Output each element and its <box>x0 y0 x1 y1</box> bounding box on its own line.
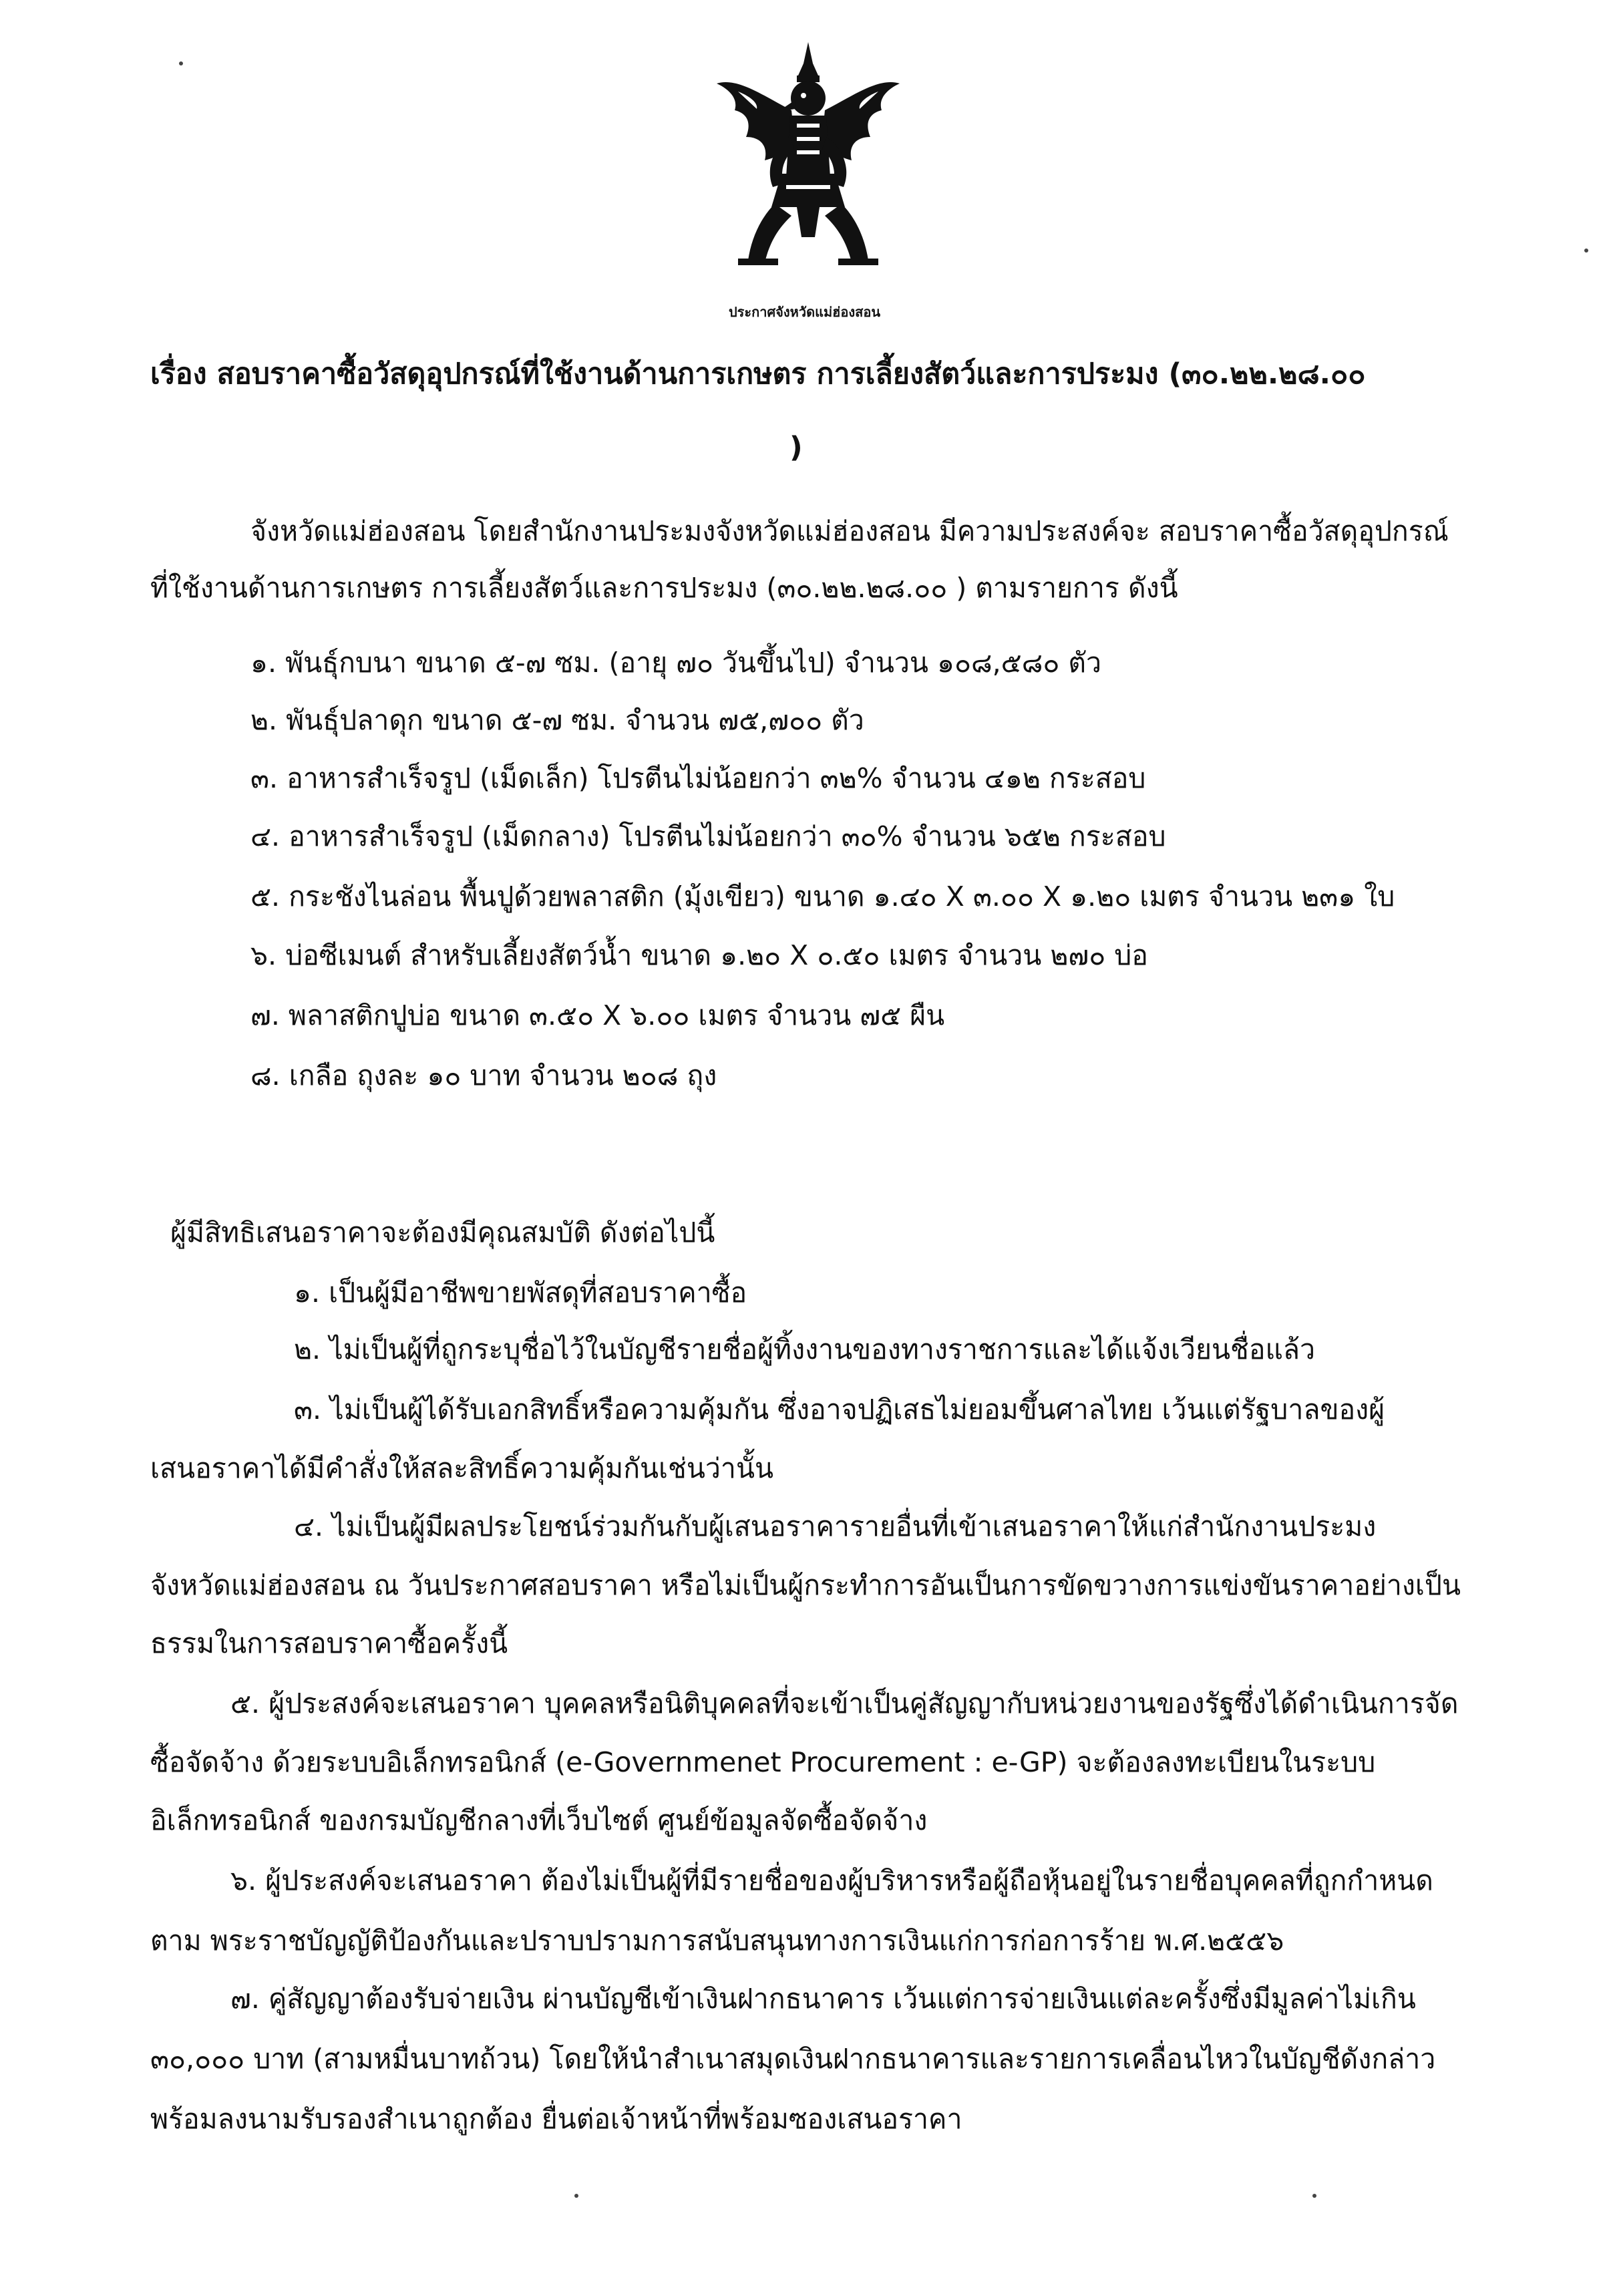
intro-line-2: ที่ใช้งานด้านการเกษตร การเลี้ยงสัตว์และการประมง (๓๐.๒๒.๒๘.๐๐ ) ตามรายการ ดังนี้ <box>150 572 1178 604</box>
qualification-line: ๖. ผู้ประสงค์จะเสนอราคา ต้องไม่เป็นผู้ที่มีรายชื่อของผู้บริหารหรือผู้ถือหุ้นอยู่ในรายชื่อบุคคลที่ถูกกำหนด <box>230 1864 1433 1897</box>
scan-speck <box>1584 249 1588 253</box>
qualification-line: ๕. ผู้ประสงค์จะเสนอราคา บุคคลหรือนิติบุคคลที่จะเข้าเป็นคู่สัญญากับหน่วยงานของรัฐซึ่งได้ดำเนินการจัด <box>230 1687 1459 1719</box>
qualification-line: ตาม พระราชบัญญัติป้องกันและปราบปรามการสนับสนุนทางการเงินแก่การก่อการร้าย พ.ศ.๒๕๕๖ <box>150 1925 1284 1957</box>
qualification-line: ๓. ไม่เป็นผู้ได้รับเอกสิทธิ์หรือความคุ้มกัน ซึ่งอาจปฏิเสธไม่ยอมขึ้นศาลไทย เว้นแต่รัฐบาลของผู้ <box>294 1393 1385 1426</box>
qualification-line: จังหวัดแม่ฮ่องสอน ณ วันประกาศสอบราคา หรือไม่เป็นผู้กระทำการอันเป็นการขัดขวางการแข่งขันราคาอย่างเป็น <box>150 1569 1461 1601</box>
scan-speck <box>179 61 183 65</box>
list-item: ๔. อาหารสำเร็จรูป (เม็ดกลาง) โปรตีนไม่น้อยกว่า ๓๐% จำนวน ๖๕๒ กระสอบ <box>250 820 1166 852</box>
list-item: ๕. กระชังไนล่อน พื้นปูด้วยพลาสติก (มุ้งเขียว) ขนาด ๑.๔๐ X ๓.๐๐ X ๑.๒๐ เมตร จำนวน ๒๓๑ ใบ <box>250 880 1395 913</box>
list-item: ๖. บ่อซีเมนต์ สำหรับเลี้ยงสัตว์น้ำ ขนาด ๑.๒๐ X ๐.๕๐ เมตร จำนวน ๒๗๐ บ่อ <box>250 939 1148 971</box>
qualification-line: เสนอราคาได้มีคำสั่งให้สละสิทธิ์ความคุ้มกันเช่นว่านั้น <box>150 1452 774 1484</box>
list-item: ๒. พันธุ์ปลาดุก ขนาด ๕-๗ ซม. จำนวน ๗๕,๗๐๐ ตัว <box>250 704 864 736</box>
document-subject: เรื่อง สอบราคาซื้อวัสดุอุปกรณ์ที่ใช้งานด้านการเกษตร การเลี้ยงสัตว์และการประมง (๓๐.๒๒.๒๘.๐๐ <box>150 357 1366 391</box>
list-item: ๑. พันธุ์กบนา ขนาด ๕-๗ ซม. (อายุ ๗๐ วันขึ้นไป) จำนวน ๑๐๘,๕๘๐ ตัว <box>250 647 1102 679</box>
document-subject-closing: ) <box>789 431 803 464</box>
garuda-emblem-icon <box>711 37 905 271</box>
qualification-line: ๑. เป็นผู้มีอาชีพขายพัสดุที่สอบราคาซื้อ <box>294 1277 747 1309</box>
qualification-line: ๗. คู่สัญญาต้องรับจ่ายเงิน ผ่านบัญชีเข้าเงินฝากธนาคาร เว้นแต่การจ่ายเงินแต่ละครั้งซึ่งมีมูลค่าไม่เกิน <box>230 1983 1416 2015</box>
intro-line-1: จังหวัดแม่ฮ่องสอน โดยสำนักงานประมงจังหวัดแม่ฮ่องสอน มีความประสงค์จะ สอบราคาซื้อวัสดุอุปกรณ์ <box>250 515 1449 547</box>
qualification-line: ธรรมในการสอบราคาซื้อครั้งนี้ <box>150 1627 508 1659</box>
qualification-line: ๓๐,๐๐๐ บาท (สามหมื่นบาทถ้วน) โดยให้นำสำเนาสมุดเงินฝากธนาคารและรายการเคลื่อนไหวในบัญชีดังกล่าว <box>150 2043 1436 2075</box>
qualification-line: ๔. ไม่เป็นผู้มีผลประโยชน์ร่วมกันกับผู้เสนอราคารายอื่นที่เข้าเสนอราคาให้แก่สำนักงานประมง <box>294 1510 1377 1542</box>
qualification-line: อิเล็กทรอนิกส์ ของกรมบัญชีกลางที่เว็บไซต์ ศูนย์ข้อมูลจัดซื้อจัดจ้าง <box>150 1804 928 1836</box>
document-title: ประกาศจังหวัดแม่ฮ่องสอน <box>728 304 881 320</box>
list-item: ๗. พลาสติกปูบ่อ ขนาด ๓.๕๐ X ๖.๐๐ เมตร จำนวน ๗๕ ผืน <box>250 999 945 1031</box>
qualification-line: ๒. ไม่เป็นผู้ที่ถูกระบุชื่อไว้ในบัญชีรายชื่อผู้ทิ้งงานของทางราชการและได้แจ้งเวียนชื่อแล้ว <box>294 1333 1316 1365</box>
scan-speck <box>1312 2194 1316 2198</box>
qualifications-heading: ผู้มีสิทธิเสนอราคาจะต้องมีคุณสมบัติ ดังต่อไปนี้ <box>170 1216 715 1249</box>
qualification-line: ซื้อจัดจ้าง ด้วยระบบอิเล็กทรอนิกส์ (e-Governmenet Procurement : e-GP) จะต้องลงทะเบียนในระบบ <box>150 1746 1376 1778</box>
qualification-line: พร้อมลงนามรับรองสำเนาถูกต้อง ยื่นต่อเจ้าหน้าที่พร้อมซองเสนอราคา <box>150 2103 962 2135</box>
scan-speck <box>574 2194 578 2198</box>
list-item: ๓. อาหารสำเร็จรูป (เม็ดเล็ก) โปรตีนไม่น้อยกว่า ๓๒% จำนวน ๔๑๒ กระสอบ <box>250 762 1146 794</box>
list-item: ๘. เกลือ ถุงละ ๑๐ บาท จำนวน ๒๐๘ ถุง <box>250 1059 717 1092</box>
